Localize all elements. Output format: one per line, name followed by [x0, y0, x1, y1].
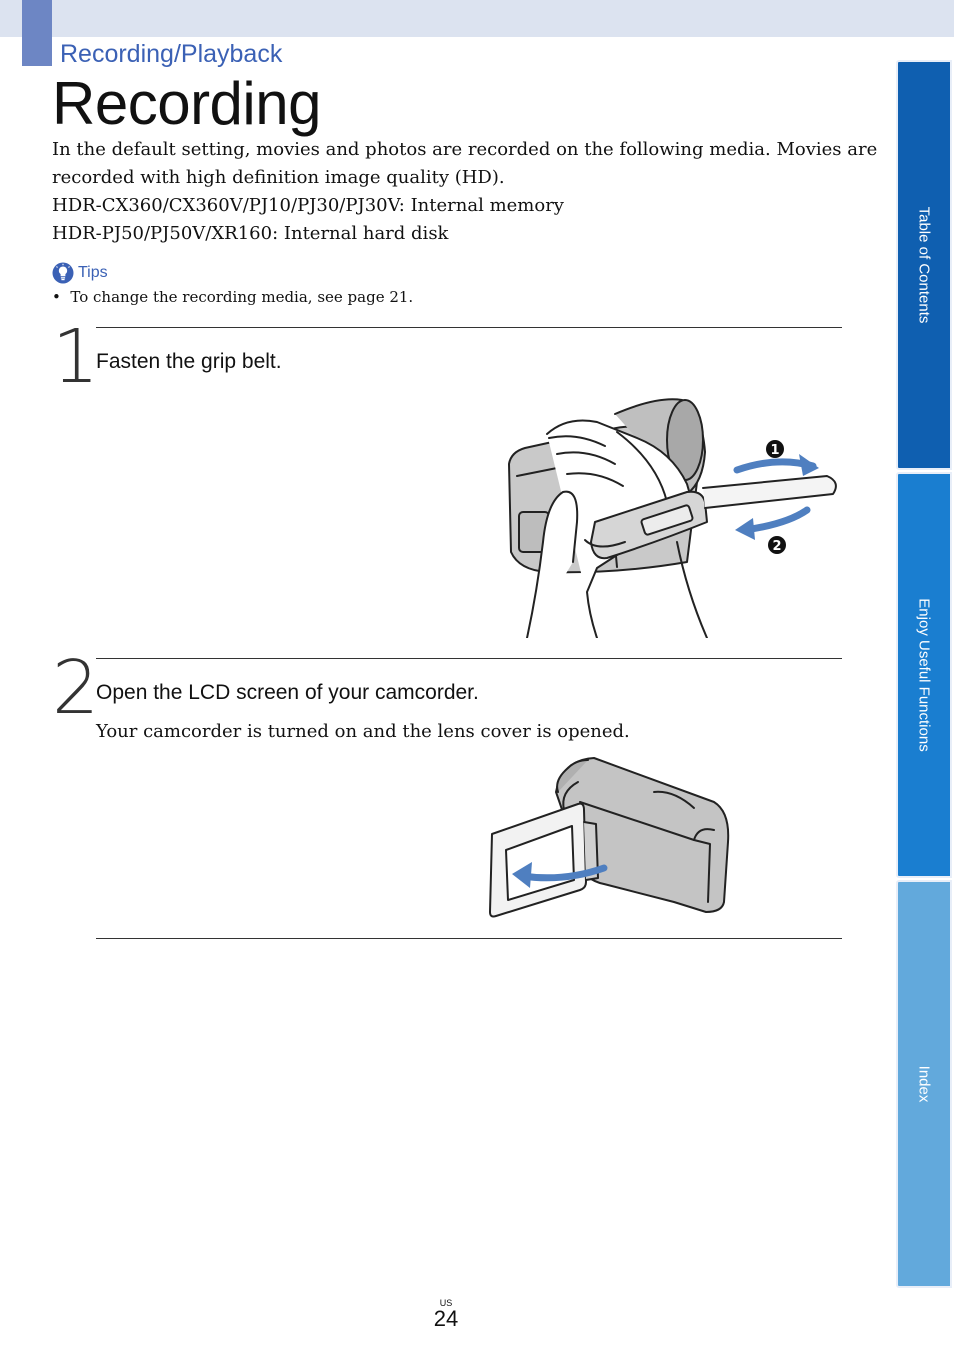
- tip-text: To change the recording media, see page 21.: [70, 288, 414, 306]
- step-2-title: Open the LCD screen of your camcorder.: [96, 681, 479, 704]
- intro-line: HDR-CX360/CX360V/PJ10/PJ30/PJ30V: Internal memory: [52, 195, 564, 216]
- tips-heading: [52, 262, 108, 284]
- intro-line: In the default setting, movies and photos are recorded on the following media. Movies are: [52, 139, 878, 160]
- grip-belt-illustration: [497, 392, 847, 638]
- marker-2: 2: [772, 539, 782, 554]
- step-2-description: Your camcorder is turned on and the lens cover is opened.: [96, 721, 630, 742]
- region-code: US: [439, 1298, 453, 1308]
- step-divider: [96, 658, 842, 659]
- lightbulb-icon: [52, 262, 74, 284]
- step-divider: [96, 327, 842, 328]
- intro-line: HDR-PJ50/PJ50V/XR160: Internal hard disk: [52, 223, 449, 244]
- marker-1: 1: [770, 443, 780, 458]
- tab-enjoy-useful-functions[interactable]: [896, 472, 952, 878]
- tab-index[interactable]: [896, 880, 952, 1288]
- lcd-open-illustration: [484, 752, 734, 920]
- intro-paragraph: [52, 136, 878, 248]
- intro-line: recorded with high definition image quality (HD).: [52, 167, 505, 188]
- step-1-title: Fasten the grip belt.: [96, 350, 282, 373]
- tab-label: Table of Contents: [915, 206, 933, 324]
- tab-label: Index: [915, 1065, 933, 1103]
- bottom-divider: [96, 938, 842, 939]
- page-title: Recording: [52, 70, 321, 137]
- tab-label: Enjoy Useful Functions: [915, 598, 933, 752]
- header-band: [0, 0, 954, 37]
- page-number-value: 24: [433, 1306, 459, 1331]
- page-number: [428, 1298, 464, 1330]
- section-title: Recording/Playback: [60, 40, 283, 68]
- header-accent-block: [22, 0, 52, 66]
- tip-item: • To change the recording media, see page 21.: [52, 288, 414, 306]
- tips-label: Tips: [78, 264, 108, 281]
- step-number-1: 1: [52, 314, 100, 400]
- step-number-2: 2: [52, 645, 100, 731]
- tab-table-of-contents[interactable]: [896, 60, 952, 470]
